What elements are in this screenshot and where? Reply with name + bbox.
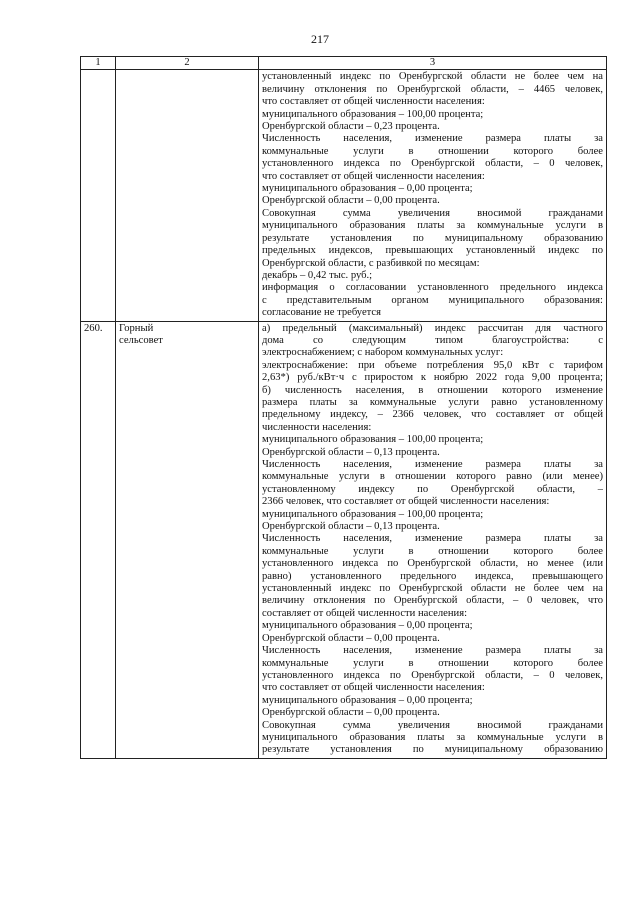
text-line: а) предельный (максимальный) индекс рассчитан для частного	[262, 322, 603, 334]
text-line: установленному индексу по Оренбургской области, –	[262, 483, 603, 495]
text-line: муниципального образования – 100,00 процента;	[262, 108, 484, 120]
description-cell	[259, 321, 607, 758]
text-line: Оренбургской области – 0,00 процента.	[262, 195, 440, 207]
text-line: величину отклонения по Оренбургской области, – 4465 человек,	[262, 83, 603, 95]
municipality-name-cell	[116, 321, 259, 758]
text-line: Оренбургской области – 0,23 процента.	[262, 121, 440, 133]
text-line: величину отклонения по Оренбургской области, – 0 человек, что	[262, 595, 603, 607]
data-table	[80, 56, 607, 759]
text-line: численности населения:	[262, 421, 372, 433]
text-line: результате установления по муниципальному образованию	[262, 232, 603, 244]
text-line: муниципального образования платы за коммунальные услуги в	[262, 731, 603, 743]
municipality-name-line: сельсовет	[119, 334, 163, 346]
text-line: Численность населения, изменение размера платы за	[262, 533, 603, 545]
text-line: равно) установленного предельного индекса, превышающего	[262, 570, 603, 582]
text-line: Оренбургской области – 0,00 процента.	[262, 707, 440, 719]
description-cell	[259, 70, 607, 321]
page-number: 217	[311, 32, 329, 46]
column-header-2: 2	[116, 57, 259, 70]
text-line: что составляет от общей численности населения:	[262, 170, 485, 182]
text-line: муниципального образования – 0,00 процента;	[262, 183, 473, 195]
text-line: Оренбургской области, с разбивкой по месяцам:	[262, 257, 480, 269]
text-line: установленного индекса по Оренбургской области, – 0 человек,	[262, 158, 603, 170]
text-line: дома со следующим типом благоустройства: с	[262, 334, 603, 346]
text-line: коммунальные услуги в отношении которого равно (или менее)	[262, 471, 603, 483]
text-line: Оренбургской области – 0,00 процента.	[262, 632, 440, 644]
text-line: составляет от общей численности населения:	[262, 607, 468, 619]
text-line: Совокупная сумма увеличения вносимой гражданами	[262, 207, 603, 219]
table-header-row	[81, 57, 607, 70]
text-line: коммунальные услуги в отношении которого более	[262, 657, 603, 669]
column-header-1: 1	[81, 57, 116, 70]
column-header-3: 3	[259, 57, 607, 70]
text-line: информация о согласовании установленного предельного индекса	[262, 282, 603, 294]
row-number-cell: 260.	[81, 321, 116, 758]
text-line: Численность населения, изменение размера платы за	[262, 133, 603, 145]
text-line: установленного индекса по Оренбургской области, – 0 человек,	[262, 669, 603, 681]
text-line: муниципального образования – 100,00 процента;	[262, 434, 484, 446]
text-line: муниципального образования – 100,00 процента;	[262, 508, 484, 520]
municipality-name-line: Горный	[119, 322, 154, 334]
table-row-260	[81, 321, 607, 758]
text-line: предельных индексов, превышающих установленный индекс по	[262, 245, 603, 257]
text-line: 2366 человек, что составляет от общей численности населения:	[262, 496, 550, 508]
municipality-name-cell	[116, 70, 259, 321]
text-line: Численность населения, изменение размера платы за	[262, 645, 603, 657]
text-line: результате установления по муниципальному образованию	[262, 744, 603, 756]
text-line: коммунальные услуги в отношении которого более	[262, 145, 603, 157]
text-line: Оренбургской области – 0,13 процента.	[262, 521, 440, 533]
text-line: коммунальные услуги в отношении которого более	[262, 545, 603, 557]
text-line: Совокупная сумма увеличения вносимой гражданами	[262, 719, 603, 731]
text-line: Оренбургской области – 0,13 процента.	[262, 446, 440, 458]
text-line: установленный индекс по Оренбургской области не более чем на	[262, 71, 603, 83]
text-line: предельному индексу, – 2366 человек, что составляет от общей	[262, 409, 603, 421]
text-line: муниципального образования – 0,00 процента;	[262, 694, 473, 706]
text-line: согласование не требуется	[262, 307, 382, 319]
text-line: электроснабжением; с набором коммунальных услуг:	[262, 347, 504, 359]
text-line: б) численность населения, в отношении которого изменение	[262, 384, 603, 396]
text-line: 2,63*) руб./кВт·ч с приростом к ноябрю 2022 года 9,00 процента;	[262, 372, 603, 384]
text-line: Численность населения, изменение размера платы за	[262, 459, 603, 470]
text-line: декабрь – 0,42 тыс. руб.;	[262, 269, 373, 281]
table-row-continuation	[81, 70, 607, 321]
row-number-cell	[81, 70, 116, 321]
text-line: установленный индекс по Оренбургской области не более чем на	[262, 583, 603, 595]
text-line: электроснабжение: при объеме потребления 95,0 кВт с тарифом	[262, 359, 603, 371]
text-line: установленного индекса по Оренбургской области, но менее (или	[262, 558, 603, 570]
text-line: что составляет от общей численности населения:	[262, 682, 485, 694]
text-line: что составляет от общей численности населения:	[262, 96, 485, 108]
text-line: муниципального образования – 0,00 процента;	[262, 620, 473, 632]
text-line: с представительным органом муниципального образования:	[262, 294, 603, 306]
text-line: размера платы за коммунальные услуги равно установленному	[262, 396, 603, 408]
text-line: муниципального образования платы за коммунальные услуги в	[262, 220, 603, 232]
